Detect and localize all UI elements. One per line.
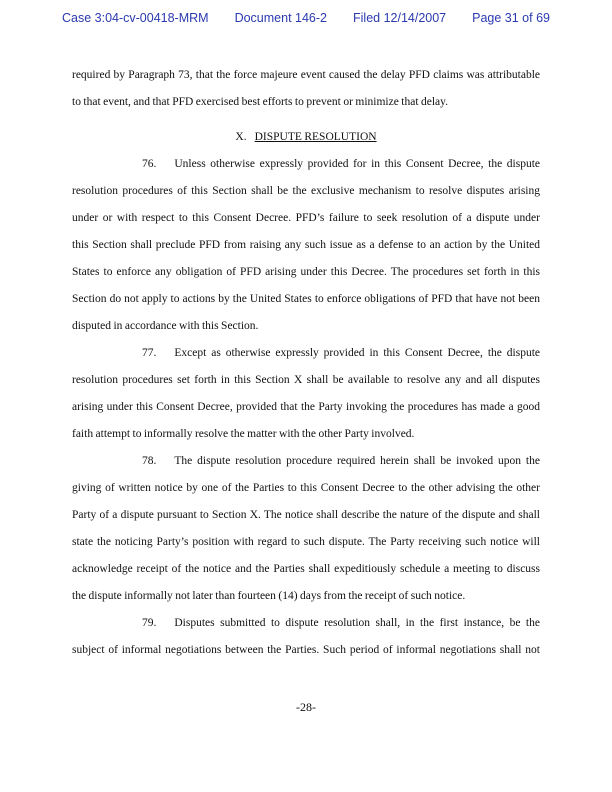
paragraph-number: 76. (142, 158, 157, 170)
text-line: this Section shall preclude PFD from raising any such issue as a defense to an action by the United (72, 239, 540, 251)
text-line: acknowledge receipt of the notice and the Parties shall expeditiously schedule a meeting to discuss (72, 563, 540, 575)
paragraph-76 (72, 151, 540, 340)
section-heading-prefix: X. (235, 131, 247, 143)
text-line: 79. Disputes submitted to dispute resolution shall, in the first instance, be the (72, 610, 540, 637)
page-number: -28- (296, 700, 316, 714)
paragraph-number: 79. (142, 617, 157, 629)
text-line: 77. Except as otherwise expressly provided in this Consent Decree, the dispute (72, 340, 540, 367)
text-line: subject of informal negotiations between the Parties. Such period of informal negotiations shall not (72, 644, 540, 656)
paragraph-tab (156, 463, 174, 464)
filed-date: Filed 12/14/2007 (353, 11, 447, 25)
paragraph-77 (72, 340, 540, 448)
text-line: required by Paragraph 73, that the force majeure event caused the delay PFD claims was attributable (72, 69, 540, 81)
first-line-indent (72, 355, 142, 356)
first-line-indent (72, 625, 142, 626)
case-number: Case 3:04-cv-00418-MRM (61, 11, 209, 25)
paragraph-tab (156, 355, 174, 356)
page-indicator: Page 31 of 69 (472, 11, 550, 25)
text-line: arising under this Consent Decree, provided that the Party invoking the procedures has made a good (72, 401, 540, 413)
text-line: resolution procedures of this Section shall be the exclusive mechanism to resolve disputes arising (72, 185, 540, 197)
text-line: 76. Unless otherwise expressly provided for in this Consent Decree, the dispute (72, 151, 540, 178)
text-line: resolution procedures set forth in this Section X shall be available to resolve any and all disputes (72, 374, 540, 386)
ecf-stamp-header (0, 11, 612, 25)
text-line: giving of written notice by one of the Parties to this Consent Decree to the other advising the other (72, 482, 540, 494)
paragraph-79 (72, 610, 540, 664)
page-number-footer (0, 700, 612, 715)
text-line: 78. The dispute resolution procedure required herein shall be invoked upon the (72, 448, 540, 475)
text-line: Section do not apply to actions by the United States to enforce obligations of PFD that have not been (72, 293, 540, 305)
first-line-indent (72, 166, 142, 167)
text-line: to that event, and that PFD exercised best efforts to prevent or minimize that delay. (72, 96, 449, 108)
document-number: Document 146-2 (234, 11, 327, 25)
first-line-indent (72, 463, 142, 464)
section-heading (72, 124, 540, 151)
text-line: Party of a dispute pursuant to Section X. The notice shall describe the nature of the dispute and shall (72, 509, 540, 521)
section-heading-title: DISPUTE RESOLUTION (254, 131, 377, 143)
text-line: States to enforce any obligation of PFD arising under this Decree. The procedures set forth in this (72, 266, 540, 278)
text-line: state the noticing Party’s position with regard to such dispute. The Party receiving such notice will (72, 536, 540, 548)
paragraph-number: 78. (142, 455, 157, 467)
paragraph-tab (156, 166, 174, 167)
paragraph-continuation (72, 62, 540, 116)
paragraph-tab (156, 625, 174, 626)
text-line: the dispute informally not later than fourteen (14) days from the receipt of such notice. (72, 590, 466, 602)
text-line: faith attempt to informally resolve the matter with the other Party involved. (72, 428, 415, 440)
text-line: under or with respect to this Consent Decree. PFD’s failure to seek resolution of a dispute under (72, 212, 540, 224)
paragraph-78 (72, 448, 540, 610)
paragraph-number: 77. (142, 347, 157, 359)
text-line: disputed in accordance with this Section. (72, 320, 259, 332)
document-body (72, 62, 540, 664)
